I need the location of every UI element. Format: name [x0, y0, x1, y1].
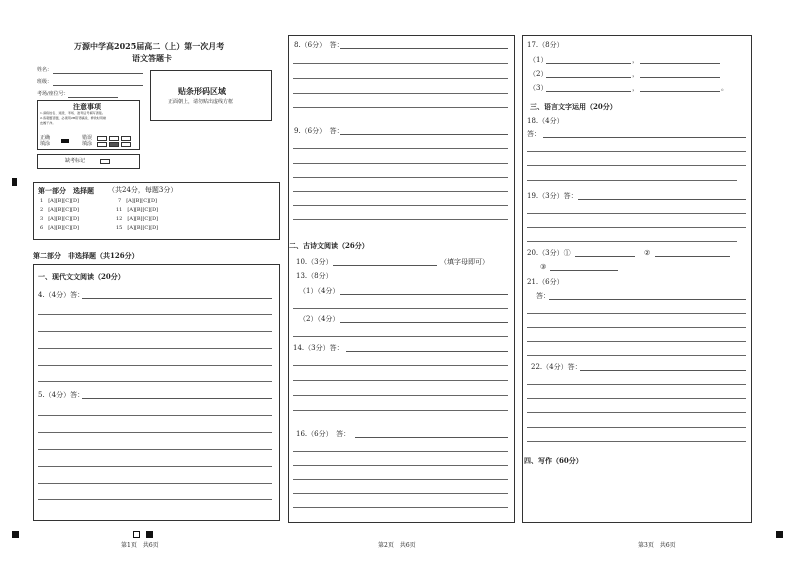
q22-line-1[interactable]	[527, 384, 746, 385]
correct-fill-label: 正确填涂	[40, 135, 51, 147]
q10-label: 10.（3分）	[296, 258, 333, 266]
q9-line-6[interactable]	[293, 219, 508, 220]
q17-2-field-a[interactable]	[546, 77, 631, 78]
q5-line-2[interactable]	[38, 432, 272, 433]
q9-line-3[interactable]	[293, 177, 508, 178]
wrong-fill-label: 错误填涂	[82, 135, 93, 147]
q18-answer-label: 答：	[527, 130, 541, 138]
q5-line-5[interactable]	[38, 483, 272, 484]
notice-line-2: 2.客观题答题，必须用2B铅笔填涂，修改时用橡	[40, 116, 107, 121]
absent-label: 缺考标记	[65, 158, 86, 164]
q4-line-4[interactable]	[38, 365, 272, 366]
q19-line-2[interactable]	[527, 227, 746, 228]
notice-title: 注意事项	[73, 102, 101, 111]
notice-line-3: 皮擦干净。	[40, 121, 56, 126]
q17-2-label: （2）	[529, 70, 548, 78]
q16-line-0[interactable]	[355, 437, 508, 438]
class-field[interactable]	[53, 85, 143, 86]
notice-box	[37, 100, 140, 150]
q4-line-1[interactable]	[38, 314, 272, 315]
q13-1-label: （1）（4分）	[299, 287, 340, 295]
q18-label: 18.（4分）	[527, 117, 564, 125]
q17-3-end: 。	[721, 84, 728, 92]
q13-2-line-1[interactable]	[293, 336, 508, 337]
q19-line-0[interactable]	[578, 199, 746, 200]
q17-3-field-b[interactable]	[640, 91, 720, 92]
name-label: 姓名：	[37, 67, 53, 73]
modern-reading-title: 一、现代文文阅读（20分）	[38, 272, 125, 281]
q9-line-1[interactable]	[293, 148, 508, 149]
q10-note: （填字母即可）	[440, 258, 489, 266]
q4-line-3[interactable]	[38, 348, 272, 349]
q17-1-label: （1）	[529, 56, 548, 64]
choice-6[interactable]: 6 [A][B][C][D]	[40, 225, 79, 231]
class-label: 班级：	[37, 79, 53, 85]
q17-3-label: （3）	[529, 84, 548, 92]
choice-7[interactable]: 7 [A][B][C][D]	[118, 198, 157, 204]
choice-3[interactable]: 3 [A][B][C][D]	[40, 216, 79, 222]
q13-1-line-0[interactable]	[340, 294, 508, 295]
q5-line-6[interactable]	[38, 499, 272, 500]
q20-field-2[interactable]	[655, 256, 730, 257]
q22-label: 22.（4分）答：	[531, 363, 582, 371]
q18-line-3[interactable]	[527, 180, 737, 181]
language-use-title: 三、语言文字运用（20分）	[530, 102, 617, 111]
modern-reading-box	[33, 264, 280, 521]
q17-label: 17.（8分）	[527, 41, 564, 49]
q5-line-3[interactable]	[38, 449, 272, 450]
q21-answer-label: 答：	[536, 292, 550, 300]
q13-2-label: （2）（4分）	[299, 315, 340, 323]
q22-line-3[interactable]	[527, 412, 746, 413]
choice-15[interactable]: 15 [A][B][C][D]	[116, 225, 159, 231]
q17-1-sep: ，	[632, 56, 639, 64]
q4-line-0[interactable]	[82, 298, 272, 299]
part1-info: （共24分，每题3分）	[108, 186, 178, 194]
exam-title: 万源中学高2025届高二（上）第一次月考	[74, 41, 225, 51]
absent-box	[37, 154, 140, 169]
q13-label: 13.（8分）	[296, 272, 333, 280]
q9-line-2[interactable]	[293, 163, 508, 164]
exam-seat-field[interactable]	[68, 97, 118, 98]
q17-1-field-a[interactable]	[546, 63, 631, 64]
q20-label: 20.（3分）①	[527, 249, 571, 257]
q22-line-0[interactable]	[580, 370, 746, 371]
q5-line-4[interactable]	[38, 466, 272, 467]
barcode-title: 贴条形码区域	[178, 86, 226, 96]
part1-box	[33, 182, 280, 240]
barcode-hint: 正面朝上，请勿贴出虚线方框	[168, 99, 234, 105]
barcode-area	[150, 70, 272, 121]
q8-line-1[interactable]	[293, 63, 508, 64]
q8-label: 8.（6分） 答：	[294, 41, 344, 49]
part1-title: 第一部分 选择题	[38, 186, 94, 195]
q20-field-3[interactable]	[550, 270, 618, 271]
q19-label: 19.（3分）答：	[527, 192, 578, 200]
q14-line-2[interactable]	[293, 380, 508, 381]
q19-line-1[interactable]	[527, 213, 746, 214]
q17-3-field-a[interactable]	[546, 91, 631, 92]
q18-line-0[interactable]	[543, 137, 746, 138]
q22-line-2[interactable]	[527, 398, 746, 399]
q14-line-1[interactable]	[293, 365, 508, 366]
q4-label: 4.（4分）答：	[38, 291, 85, 299]
q13-1-line-1[interactable]	[293, 308, 508, 309]
choice-11[interactable]: 11 [A][B][C][D]	[116, 207, 159, 213]
q16-line-2[interactable]	[293, 465, 508, 466]
footer-page-3: 第3页 共6页	[638, 542, 676, 549]
q14-line-0[interactable]	[346, 351, 508, 352]
q4-line-2[interactable]	[38, 331, 272, 332]
q22-line-4[interactable]	[527, 427, 746, 428]
q8-line-2[interactable]	[293, 78, 508, 79]
q9-line-4[interactable]	[293, 191, 508, 192]
q18-line-2[interactable]	[527, 165, 746, 166]
q9-line-0[interactable]	[340, 134, 508, 135]
q21-label: 21.（6分）	[527, 278, 564, 286]
q4-line-5[interactable]	[38, 381, 272, 382]
q17-2-field-b[interactable]	[640, 77, 720, 78]
q20-label-3: ③	[540, 263, 547, 271]
q16-line-5[interactable]	[293, 507, 508, 508]
q10-field[interactable]	[333, 265, 437, 266]
q18-line-1[interactable]	[527, 151, 746, 152]
q5-line-0[interactable]	[82, 398, 272, 399]
q20-label-2: ②	[644, 249, 651, 257]
notice-line-1: 1.请将姓名、班级、考场、准考证号填写清楚。	[40, 111, 105, 116]
q8-line-4[interactable]	[293, 107, 508, 108]
q17-3-sep: ，	[632, 84, 639, 92]
q14-line-4[interactable]	[293, 410, 508, 411]
registration-mark-hollow	[133, 531, 140, 538]
exam-seat-label: 考场/座位号：	[37, 91, 69, 97]
choice-12[interactable]: 12 [A][B][C][D]	[116, 216, 159, 222]
q16-line-3[interactable]	[293, 479, 508, 480]
exam-subtitle: 语文答题卡	[132, 53, 172, 63]
choice-2[interactable]: 2 [A][B][C][D]	[40, 207, 79, 213]
part2-title: 第二部分 非选择题（共126分）	[33, 251, 139, 260]
registration-mark-left	[12, 178, 17, 186]
registration-mark-bottom-center	[146, 531, 153, 538]
q16-label: 16.（6分） 答：	[296, 430, 351, 438]
absent-checkbox[interactable]	[100, 159, 110, 164]
q9-line-5[interactable]	[293, 205, 508, 206]
q14-label: 14.（3分）答：	[293, 344, 344, 352]
q17-2-sep: ，	[632, 70, 639, 78]
q17-1-field-b[interactable]	[640, 63, 720, 64]
q21-line-4[interactable]	[527, 355, 746, 356]
writing-title: 四、写作（60分）	[524, 456, 583, 465]
poetry-reading-title: 二、古诗文阅读（26分）	[289, 241, 369, 250]
choice-grid	[40, 199, 240, 235]
q16-line-1[interactable]	[293, 451, 508, 452]
choice-1[interactable]: 1 [A][B][C][D]	[40, 198, 79, 204]
q22-line-5[interactable]	[527, 441, 746, 442]
q21-line-1[interactable]	[527, 313, 746, 314]
name-field[interactable]	[53, 73, 143, 74]
q13-2-line-0[interactable]	[340, 322, 508, 323]
footer-page-1: 第1页 共6页	[121, 542, 159, 549]
correct-fill-sample	[61, 139, 69, 143]
q5-line-1[interactable]	[38, 415, 272, 416]
q21-line-0[interactable]	[549, 299, 746, 300]
footer-page-2: 第2页 共6页	[378, 542, 416, 549]
q8-line-0[interactable]	[340, 48, 508, 49]
q20-field-1[interactable]	[575, 256, 635, 257]
q21-line-3[interactable]	[527, 341, 746, 342]
q8-line-3[interactable]	[293, 93, 508, 94]
q21-line-2[interactable]	[527, 327, 746, 328]
wrong-fill-samples	[97, 135, 135, 147]
registration-mark-bottom-left	[12, 531, 19, 538]
q14-line-3[interactable]	[293, 395, 508, 396]
registration-mark-bottom-right	[776, 531, 783, 538]
q9-label: 9.（6分） 答：	[294, 127, 344, 135]
q19-line-3[interactable]	[527, 241, 737, 242]
q5-label: 5.（4分）答：	[38, 391, 85, 399]
q16-line-4[interactable]	[293, 493, 508, 494]
